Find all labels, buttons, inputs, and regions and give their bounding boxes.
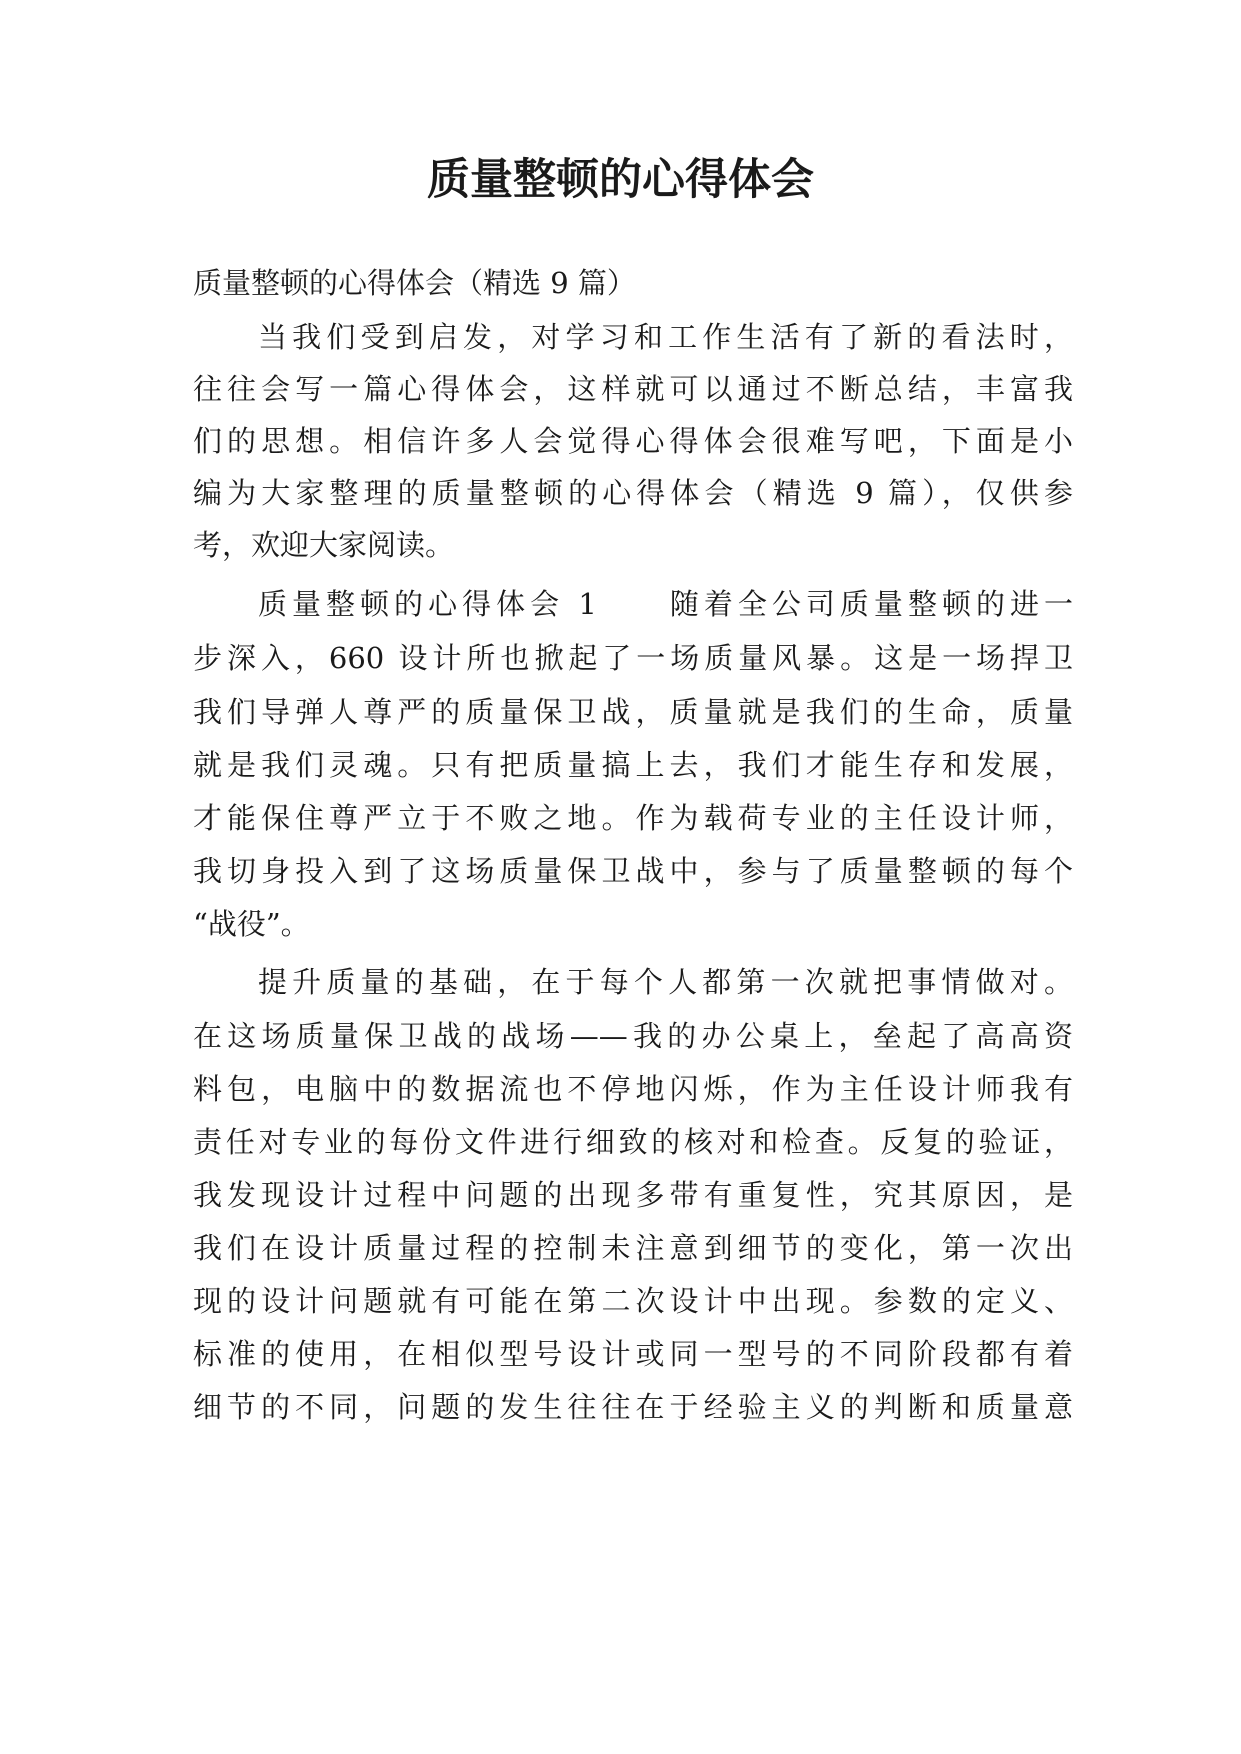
text-line: 们的思想。相信许多人会觉得心得体会很难写吧，下面是小 (193, 424, 1073, 458)
text-line: 料包，电脑中的数据流也不停地闪烁，作为主任设计师我有 (193, 1072, 1073, 1106)
text-line: 我切身投入到了这场质量保卫战中，参与了质量整顿的每个 (193, 854, 1073, 888)
text-line: 往往会写一篇心得体会，这样就可以通过不断总结，丰富我 (193, 372, 1073, 406)
text-line: 责任对专业的每份文件进行细致的核对和检查。反复的验证， (193, 1125, 1073, 1159)
text-line: 编为大家整理的质量整顿的心得体会（精选 9 篇），仅供参 (193, 476, 1073, 510)
text-line: 才能保住尊严立于不败之地。作为载荷专业的主任设计师， (193, 801, 1073, 835)
text-line: 考，欢迎大家阅读。 (193, 528, 455, 562)
document-title: 质量整顿的心得体会 (427, 155, 814, 205)
text-line: “战役”。 (193, 907, 310, 941)
text-line: 现的设计问题就有可能在第二次设计中出现。参数的定义、 (193, 1284, 1073, 1318)
text-line: 标准的使用，在相似型号设计或同一型号的不同阶段都有着 (193, 1337, 1073, 1371)
text-line: 我发现设计过程中问题的出现多带有重复性，究其原因，是 (193, 1178, 1073, 1212)
text-line: 我们导弹人尊严的质量保卫战，质量就是我们的生命，质量 (193, 695, 1073, 729)
text-line: 细节的不同，问题的发生往往在于经验主义的判断和质量意 (193, 1390, 1073, 1424)
subtitle-line: 质量整顿的心得体会（精选 9 篇） (193, 266, 636, 300)
text-line: 步深入，660 设计所也掀起了一场质量风暴。这是一场捍卫 (193, 641, 1073, 675)
text-line: 当我们受到启发，对学习和工作生活有了新的看法时， (258, 320, 1073, 354)
text-line: 提升质量的基础，在于每个人都第一次就把事情做对。 (258, 965, 1073, 999)
text-line: 在这场质量保卫战的战场——我的办公桌上，垒起了高高资 (193, 1019, 1073, 1053)
text-line: 我们在设计质量过程的控制未注意到细节的变化，第一次出 (193, 1231, 1073, 1265)
text-line: 就是我们灵魂。只有把质量搞上去，我们才能生存和发展， (193, 748, 1073, 782)
text-line: 质量整顿的心得体会 1 随着全公司质量整顿的进一 (258, 587, 1073, 621)
